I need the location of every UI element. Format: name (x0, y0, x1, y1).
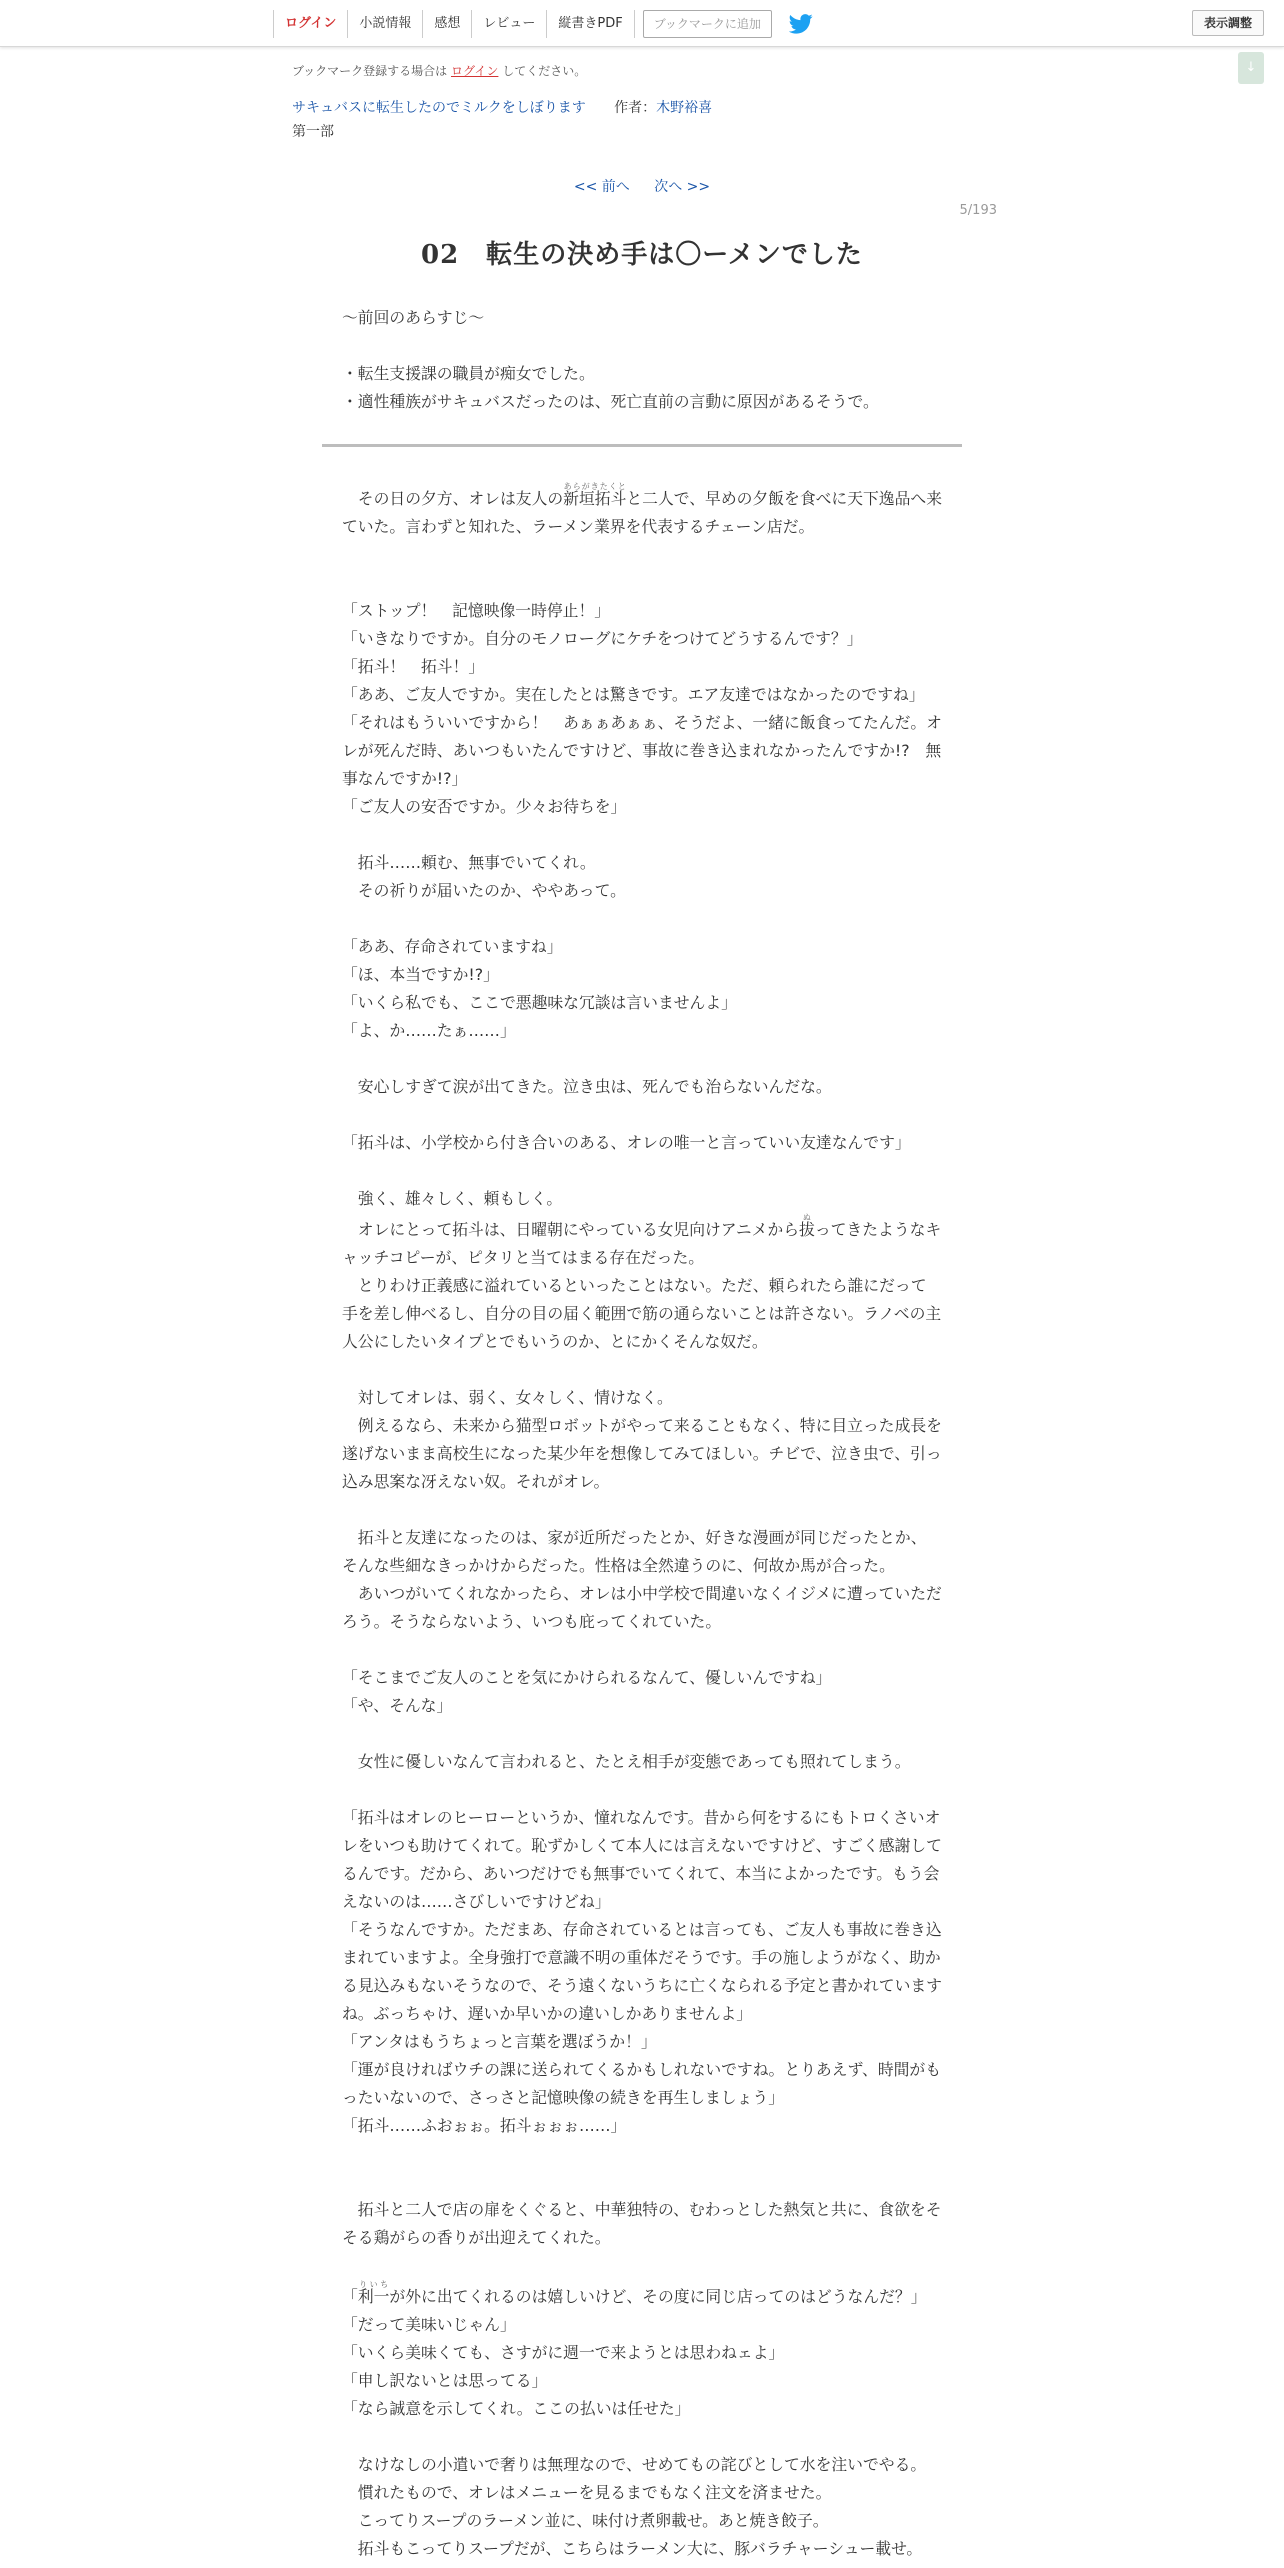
chapter-body (342, 482, 942, 2563)
review-link[interactable]: レビュー (471, 10, 546, 38)
twitter-bird-icon (789, 14, 813, 34)
body-line: なけなしの小遣いで奢りは無理なので、せめてもの詫びとして水を注いでやる。 (342, 2455, 927, 2474)
chapter-pager (0, 176, 1284, 196)
preface-divider (322, 444, 962, 447)
body-line: 「なら誠意を示してくれ。ここの払いは任せた」 (342, 2399, 691, 2418)
page-count: 5/193 (959, 203, 997, 218)
body-text-span: 「 (342, 2287, 358, 2306)
body-line (342, 1776, 942, 1804)
body-line (342, 1101, 942, 1129)
body-line: 「や、そんな」 (342, 1696, 453, 1715)
scroll-down-button[interactable]: ↓ (1238, 52, 1264, 84)
body-line (342, 1045, 942, 1073)
body-line: 「運が良ければウチの課に送られてくるかもしれないですね。とりあえず、時間がもったいないので、さっさと記憶映像の続きを再生しましょう」 (342, 2060, 942, 2107)
series-info (292, 97, 712, 117)
twitter-share-button[interactable] (788, 11, 814, 37)
ruby-base: 拔 (799, 1220, 815, 1239)
body-line: 対してオレは、弱く、女々しく、情けなく。 (342, 1388, 673, 1407)
body-lines-group (342, 1272, 942, 2280)
body-line: 拓斗……頼む、無事でいてくれ。 (342, 853, 596, 872)
body-text-span: と二人で、早めの夕飯を食べに天下逸品へ来ていた。言わずと知れた、ラーメン業界を代表するチェーン店だ。 (342, 489, 942, 536)
bookmark-note-prefix: ブックマーク登録する場合は (292, 64, 448, 78)
top-navigation-bar (0, 0, 1284, 47)
impressions-link[interactable]: 感想 (422, 10, 471, 38)
body-line (342, 2168, 942, 2196)
preface-line (342, 332, 942, 360)
display-settings-button[interactable]: 表示調整 (1192, 10, 1264, 36)
ruby-base: 利一 (357, 2287, 390, 2306)
body-line: 「いくら私でも、ここで悪趣味な冗談は言いませんよ」 (342, 993, 737, 1012)
body-line: 「拓斗はオレのヒーローというか、憧れなんです。昔から何をするにもトロくさいオレをいつも助けてくれて。恥ずかしくて本人には言えないですけど、すごく感謝してるんです。だから、あいつだけでも無事でいてくれて、本当によかったです。もう会えないのは……さびしいですけどね」 (342, 1808, 942, 1911)
series-title-link[interactable]: サキュバスに転生したのでミルクをしぼります (292, 100, 586, 116)
body-line: 「そこまでご友人のことを気にかけられるなんて、優しいんですね」 (342, 1668, 832, 1687)
preface-line: ・適性種族がサキュバスだったのは、死亡直前の言動に原因があるそうで。 (342, 392, 879, 411)
body-line: 「ああ、ご友人ですか。実在したとは驚きです。エア友達ではなかったのですね」 (342, 685, 925, 704)
ruby-reading: りいち (357, 2280, 390, 2289)
body-line: 「だって美味いじゃん」 (342, 2315, 516, 2334)
body-lines-group (342, 2311, 942, 2563)
body-line (342, 2423, 942, 2451)
name-ruby (357, 2280, 390, 2306)
body-line: 女性に優しいなんて言われると、たとえ相手が変態であっても照れてしまう。 (342, 1752, 911, 1771)
body-line (342, 1356, 942, 1384)
author-label: 作者： (614, 100, 657, 116)
preface-line: ・転生支援課の職員が痴女でした。 (342, 364, 595, 383)
novel-info-link[interactable]: 小説情報 (347, 10, 422, 38)
body-line (342, 541, 942, 569)
body-paragraph (342, 1213, 942, 1272)
body-line: 「そうなんですか。ただまあ、存命されているとは言っても、ご友人も事故に巻き込まれていますよ。全身強打で意識不明の重体だそうです。手の施しようがなく、助かる見込みもないそうなので、そう遠くないうちに亡くなられる予定と書かれていますね。ぶっちゃけ、遅いか早いかの違いしかありませんよ」 (342, 1920, 942, 2023)
word-ruby (799, 1213, 815, 1239)
prev-chapter-link[interactable]: << 前へ (573, 179, 630, 195)
body-text-span: オレにとって拓斗は、日曜朝にやっている女児向けアニメから (342, 1220, 800, 1239)
body-line: 「申し訳ないとは思ってる」 (342, 2371, 548, 2390)
body-line: 安心しすぎて涙が出てきた。泣き虫は、死んでも治らないんだな。 (342, 1077, 832, 1096)
login-link[interactable]: ログイン (273, 10, 347, 38)
body-line: 「拓斗は、小学校から付き合いのある、オレの唯一と言っていい友達なんです」 (342, 1133, 911, 1152)
ruby-base: 新垣拓斗 (563, 489, 627, 508)
body-line: 強く、雄々しく、頼もしく。 (342, 1189, 563, 1208)
body-line (342, 821, 942, 849)
body-line (342, 1157, 942, 1185)
name-ruby (563, 482, 627, 508)
ruby-reading: あらがきたくと (563, 482, 627, 491)
bookmark-login-note (292, 62, 586, 79)
body-line (342, 1496, 942, 1524)
body-line (342, 569, 942, 597)
ruby-reading: ぬ (799, 1213, 815, 1222)
body-line (342, 1636, 942, 1664)
body-line: 「それはもういいですから！ あぁぁあぁぁ、そうだよ、一緒に飯食ってたんだ。オレが死んだ時、あいつもいたんですけど、事故に巻き込まれなかったんですか!? 無事なんですか!?」 (342, 713, 942, 788)
body-line (342, 1720, 942, 1748)
body-line (342, 2252, 942, 2280)
nav-menu (273, 10, 814, 38)
body-line: 「ご友人の安否ですか。少々お待ちを」 (342, 797, 627, 816)
body-line: 拓斗もこってりスープだが、こちらはラーメン大に、豚バラチャーシュー載せ。 (342, 2539, 923, 2558)
body-line: 例えるなら、未来から猫型ロボットがやって来ることもなく、特に目立った成長を遂げないまま高校生になった某少年を想像してみてほしい。チビで、泣き虫で、引っ込み思案な冴えない奴。それがオレ。 (342, 1416, 942, 1491)
body-line: 「ああ、存命されていますね」 (342, 937, 563, 956)
body-line: 「ストップ！ 記憶映像一時停止！」 (342, 601, 611, 620)
bookmark-login-link[interactable]: ログイン (451, 64, 499, 78)
body-text-span: その日の夕方、オレは友人の (342, 489, 564, 508)
body-line: あいつがいてくれなかったら、オレは小中学校で間違いなくイジメに遭っていただろう。そうならないよう、いつも庇ってくれていた。 (342, 1584, 942, 1631)
body-text-span: が外に出てくれるのは嬉しいけど、その度に同じ店ってのはどうなんだ？」 (389, 2287, 927, 2306)
body-line: 「よ、か……たぁ……」 (342, 1021, 516, 1040)
body-line: こってりスープのラーメン並に、味付け煮卵載せ。あと焼き餃子。 (342, 2511, 829, 2530)
body-lines-group (342, 541, 942, 1213)
body-line: その祈りが届いたのか、ややあって。 (342, 881, 626, 900)
body-line: 「拓斗……ふおぉぉ。拓斗ぉぉぉ……」 (342, 2116, 627, 2135)
body-paragraph (342, 482, 942, 541)
body-line: 拓斗と友達になったのは、家が近所だったとか、好きな漫画が同じだったとか、そんな些細なきっかけからだった。性格は全然違うのに、何故か馬が合った。 (342, 1528, 927, 1575)
body-text-span: ってきたようなキャッチコピーが、ピタリと当てはまる存在だった。 (342, 1220, 942, 1267)
body-line: 「拓斗！ 拓斗！」 (342, 657, 485, 676)
body-line: 「アンタはもうちょっと言葉を選ぼうか！」 (342, 2032, 657, 2051)
chapter-title: 02 転生の決め手は〇ーメンでした (421, 240, 863, 270)
body-line: 「いくら美味くても、さすがに週一で来ようとは思わねェよ」 (342, 2343, 785, 2362)
body-line: 慣れたもので、オレはメニューを見るまでもなく注文を済ませた。 (342, 2483, 832, 2502)
body-paragraph (342, 2280, 942, 2311)
bookmark-note-suffix: してください。 (502, 64, 587, 78)
chapter-preface (342, 304, 942, 416)
body-line (342, 905, 942, 933)
preface-line: ～前回のあらすじ～ (342, 308, 485, 327)
next-chapter-link[interactable]: 次へ >> (654, 179, 711, 195)
body-line: 拓斗と二人で店の扉をくぐると、中華独特の、むわっとした熱気と共に、食欲をそそる鶏がらの香りが出迎えてくれた。 (342, 2200, 942, 2247)
part-label: 第一部 (292, 124, 334, 140)
add-bookmark-button[interactable]: ブックマークに追加 (643, 10, 772, 38)
body-line (342, 2140, 942, 2168)
body-line: 「いきなりですか。自分のモノローグにケチをつけてどうするんです？」 (342, 629, 863, 648)
author-link[interactable]: 木野裕喜 (656, 100, 713, 116)
vertical-pdf-link[interactable]: 縦書きPDF (546, 10, 634, 38)
body-line: 「ほ、本当ですか!?」 (342, 965, 499, 984)
body-line: とりわけ正義感に溢れているといったことはない。ただ、頼られたら誰にだって手を差し伸べるし、自分の目の届く範囲で筋の通らないことは許さない。ラノベの主人公にしたいタイプとでもいうのか、とにかくそんな奴だ。 (342, 1276, 942, 1351)
